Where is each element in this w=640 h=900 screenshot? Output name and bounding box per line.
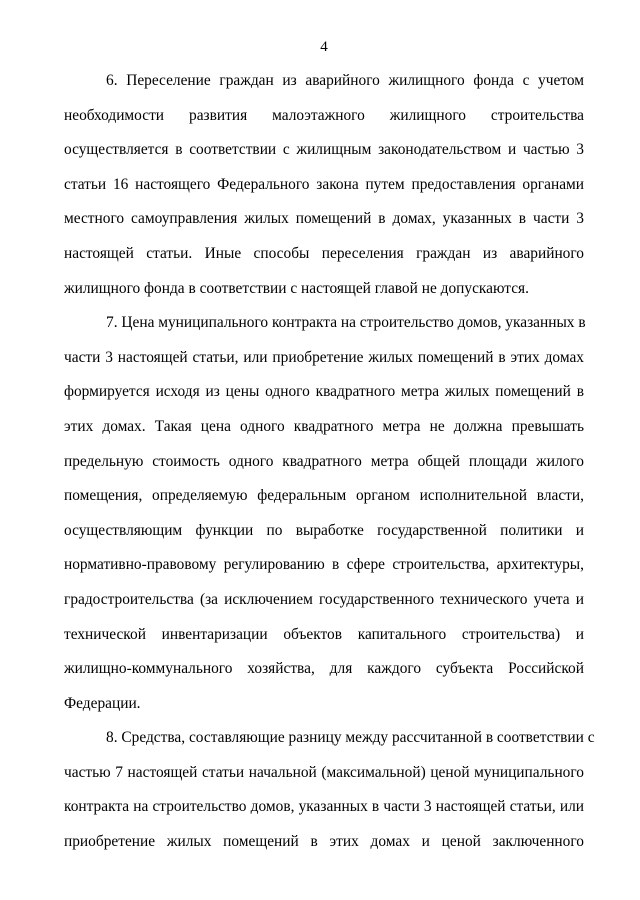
paragraph-8: [64, 721, 595, 859]
text-line: формируется исходя из цены одного квадратного метра жилых помещений в: [64, 383, 584, 401]
text-line: части 3 настоящей статьи, или приобретение жилых помещений в этих домах: [64, 348, 584, 366]
text-line: осуществляется в соответствии с жилищным законодательством и частью 3: [64, 141, 584, 159]
text-line: необходимости развития малоэтажного жилищного строительства: [64, 106, 584, 124]
text-line: жилищного фонда в соответствии с настоящей главой не допускаются.: [64, 279, 529, 297]
page-number: 4: [320, 39, 328, 55]
text-line: приобретение жилых помещений в этих домах и ценой заключенного: [64, 833, 584, 851]
document-page: [64, 38, 595, 860]
text-line: градостроительства (за исключением государственного технического учета и: [64, 590, 584, 608]
paragraph-6: [64, 64, 584, 306]
text-line: контракта на строительство домов, указанных в части 3 настоящей статьи, или: [64, 798, 584, 816]
text-line: помещения, определяемую федеральным органом исполнительной власти,: [64, 487, 584, 505]
text-line: настоящей статьи. Иные способы переселения граждан из аварийного: [64, 244, 584, 262]
text-line: предельную стоимость одного квадратного метра общей площади жилого: [64, 452, 584, 470]
text-line: 6. Переселение граждан из аварийного жилищного фонда с учетом: [106, 72, 584, 89]
text-line: частью 7 настоящей статьи начальной (максимальной) ценой муниципального: [64, 763, 584, 781]
text-line: Федерации.: [64, 694, 141, 712]
text-line: нормативно-правовому регулированию в сфере строительства, архитектуры,: [64, 556, 584, 574]
paragraph-7: [64, 306, 584, 721]
text-line: 7. Цена муниципального контракта на строительство домов, указанных в: [106, 314, 586, 332]
text-line: этих домах. Такая цена одного квадратного метра не должна превышать: [64, 417, 584, 435]
text-line: местного самоуправления жилых помещений в домах, указанных в части 3: [64, 210, 584, 228]
text-line: осуществляющим функции по выработке государственной политики и: [64, 521, 584, 539]
text-line: статьи 16 настоящего Федерального закона путем предоставления органами: [64, 175, 584, 193]
text-line: технической инвентаризации объектов капитального строительства) и: [64, 625, 584, 643]
text-line: жилищно-коммунального хозяйства, для каждого субъекта Российской: [64, 660, 584, 678]
text-line: 8. Средства, составляющие разницу между рассчитанной в соответствии с: [106, 729, 595, 747]
